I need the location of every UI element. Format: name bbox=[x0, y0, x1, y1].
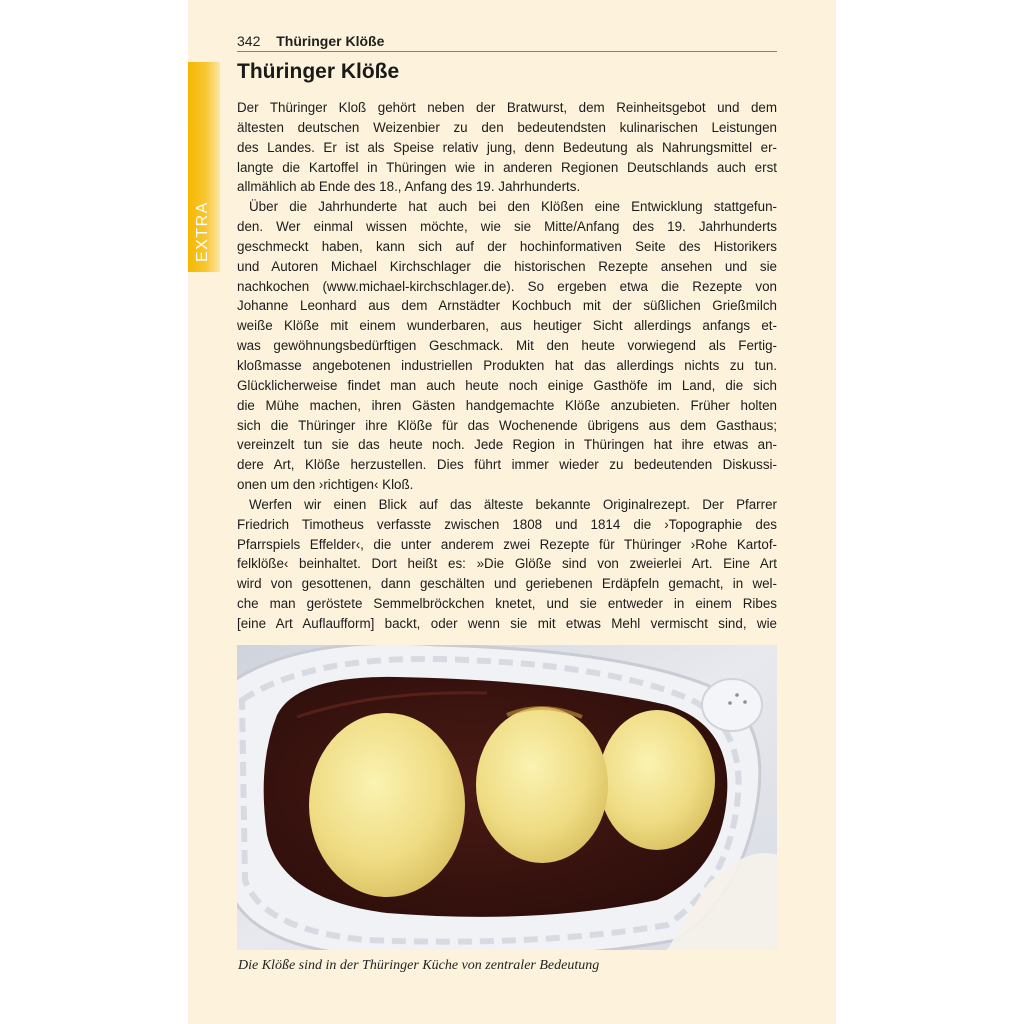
body-line: geschmeckt haben, kann sich auf der hochinformativen Seite des Historikers bbox=[237, 238, 777, 254]
body-line: wird von gesottenen, dann geschälten und geriebenen Erdäpfeln gemacht, in wel- bbox=[237, 576, 777, 592]
body-line: vereinzelt tun sie das heute noch. Jede Region in Thüringen hat ihre etwas an- bbox=[237, 437, 777, 453]
dumpling-right bbox=[599, 710, 715, 850]
shaker-hole bbox=[735, 693, 739, 697]
body-line: des Landes. Er ist als Speise relativ jung, denn Bedeutung als Nahrungsmittel er- bbox=[237, 139, 777, 155]
body-line: nachkochen (www.michael-kirchschlager.de). So ergeben etwa die Rezepte von bbox=[237, 278, 777, 294]
body-line: ältesten deutschen Weizenbier zu den bedeutendsten kulinarischen Leistungen bbox=[237, 119, 777, 135]
body-line: die Mühe machen, ihren Gästen handgemachte Klöße anzubieten. Früher holten bbox=[237, 397, 777, 413]
salt-shaker bbox=[702, 679, 762, 731]
running-title: Thüringer Klöße bbox=[276, 33, 385, 49]
body-line: felklöße‹ beinhaltet. Dort heißt es: »Die Glöße sind von zweierlei Art. Eine Art bbox=[237, 556, 777, 572]
body-line: den. Wer einmal wissen möchte, wie sie Mitte/Anfang des 19. Jahrhunderts bbox=[237, 219, 777, 235]
body-line: allmählich ab Ende des 18., Anfang des 19. Jahrhunderts. bbox=[237, 179, 581, 195]
body-line: Friedrich Timotheus verfasste zwischen 1808 und 1814 die ›Topographie des bbox=[237, 516, 777, 532]
dumplings-illustration bbox=[237, 645, 777, 950]
shaker-hole bbox=[728, 701, 732, 705]
article-body bbox=[237, 98, 777, 634]
dumpling-middle bbox=[476, 707, 608, 863]
body-line: langte die Kartoffel in Thüringen wie in anderen Regionen Deutschlands auch erst bbox=[237, 159, 777, 175]
body-line: Pfarrspiels Effelder‹, die unter anderem zwei Rezepte für Thüringer ›Rohe Kartof- bbox=[237, 536, 777, 552]
body-line: weiße Klöße mit einem wunderbaren, aus heutiger Sicht allerdings anfangs et- bbox=[237, 318, 777, 334]
body-line: kloßmasse angebotenen industriellen Produkten hat das allerdings nichts zu tun. bbox=[237, 357, 777, 373]
extra-tab-label: EXTRA bbox=[194, 201, 211, 262]
body-line: [eine Art Auflaufform] backt, oder wenn sie mit etwas Mehl vermischt sind, wie bbox=[237, 615, 777, 631]
body-line: Glücklicherweise findet man auch heute noch einige Gasthöfe im Land, die sich bbox=[237, 377, 777, 393]
body-line: und Autoren Michael Kirchschlager die historischen Rezepte ansehen und sie bbox=[237, 258, 777, 274]
body-line: was gewöhnungsbedürftigen Geschmack. Mit den heute vorwiegend als Fertig- bbox=[237, 338, 777, 354]
body-line: che man geröstete Semmelbröckchen knetet, und sie entweder in einem Ribes bbox=[237, 596, 777, 612]
dumplings-photo bbox=[237, 645, 777, 950]
shaker-hole bbox=[743, 700, 747, 704]
body-line: sich die Thüringer ihre Klöße für das Wochenende übrigens aus dem Gasthaus; bbox=[237, 417, 777, 433]
body-line: Werfen wir einen Blick auf das älteste bekannte Originalrezept. Der Pfarrer bbox=[249, 496, 777, 512]
dumpling-left bbox=[309, 713, 465, 897]
figure-caption: Die Klöße sind in der Thüringer Küche von zentraler Bedeutung bbox=[238, 958, 600, 973]
body-line: onen um den ›richtigen‹ Kloß. bbox=[237, 477, 414, 493]
article-title: Thüringer Klöße bbox=[237, 60, 400, 83]
running-header bbox=[237, 31, 777, 52]
body-line: dere Art, Klöße herzustellen. Dies führt immer wieder zu bedeutenden Diskussi- bbox=[237, 457, 777, 473]
body-line: Über die Jahrhunderte hat auch bei den Klößen eine Entwicklung stattgefun- bbox=[249, 199, 777, 215]
body-line: Johanne Leonhard aus dem Arnstädter Kochbuch mit der süßlichen Grießmilch bbox=[237, 298, 777, 314]
body-line: Der Thüringer Kloß gehört neben der Bratwurst, dem Reinheitsgebot und dem bbox=[237, 100, 777, 115]
page-number: 342 bbox=[237, 33, 261, 49]
